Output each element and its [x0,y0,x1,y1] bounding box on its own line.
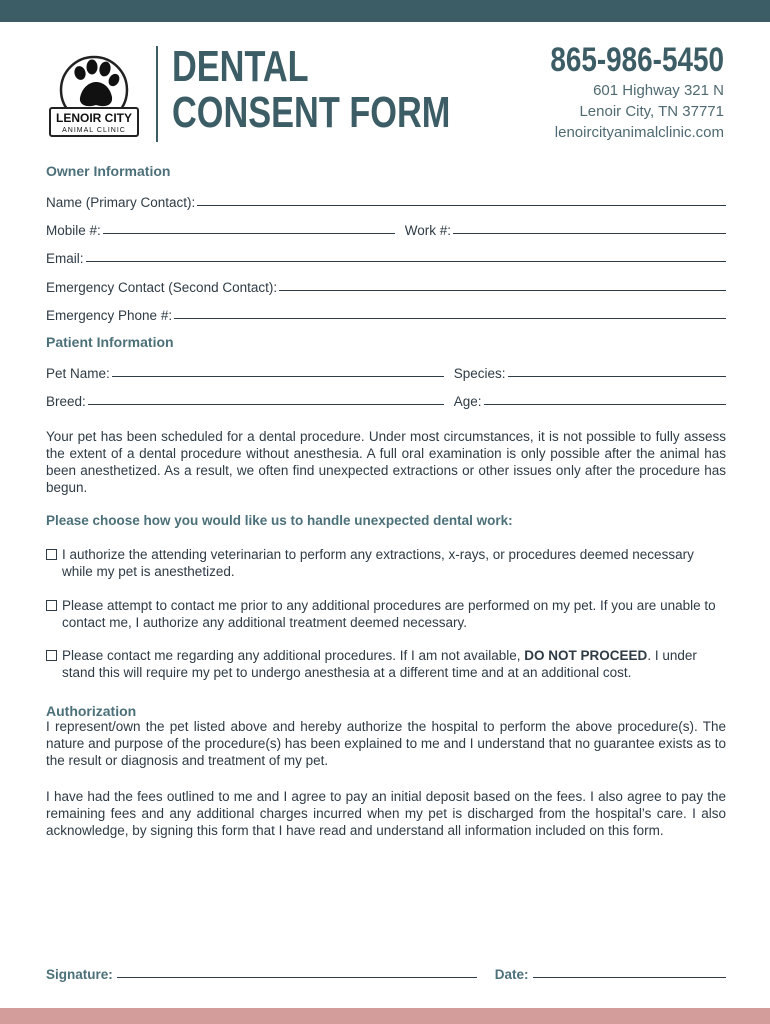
logo-text-animal-clinic: ANIMAL CLINIC [62,127,126,134]
form-title-line2: CONSENT FORM [172,88,451,137]
emergency-contact-field[interactable] [279,279,726,291]
email-field[interactable] [86,250,726,262]
species-field[interactable] [508,365,726,377]
owner-name-label: Name (Primary Contact): [46,195,196,210]
clinic-website: lenoircityanimalclinic.com [554,124,724,141]
emergency-phone-label: Emergency Phone #: [46,308,173,323]
option-do-not-proceed-text-before: Please contact me regarding any additional procedures. If I am not available, [62,648,521,663]
authorization-paragraph-2: I have had the fees outlined to me and I agree to pay an initial deposit based on the fees. I also agree to pay the remaining fees and any additional charges incurred when my pet is discharged from the hospital’s care. I also acknowledge, by signing this form that I have read and understand all information included on this form. [46,789,726,838]
clinic-phone: 865-986-5450 [550,41,724,79]
clinic-address-line2: Lenoir City, TN 37771 [579,103,724,120]
email-label: Email: [46,251,84,266]
species-label: Species: [453,366,506,381]
bottom-accent-bar [0,1008,770,1024]
authorization-paragraph-1: I represent/own the pet listed above and hereby authorize the hospital to perform the above procedure(s). The nature and purpose of the procedure(s) has been explained to me and I understand that no guarantee exists as to the result or diagnosis and treatment of my pet. [46,719,726,768]
form-title-line1: DENTAL [172,42,309,91]
owner-name-field[interactable] [197,194,726,206]
breed-label: Breed: [46,394,86,409]
owner-information-heading: Owner Information [46,163,171,179]
option-do-not-proceed [46,647,726,681]
signature-label: Signature: [46,967,113,982]
pet-name-field[interactable] [112,365,444,377]
clinic-contact [404,40,724,143]
age-label: Age: [453,394,482,409]
form-title [172,42,451,137]
emergency-phone-field[interactable] [174,307,726,319]
date-label: Date: [494,967,529,982]
option-contact-first-checkbox[interactable] [46,600,57,611]
pet-name-label: Pet Name: [46,366,110,381]
breed-field[interactable] [88,393,444,405]
intro-paragraph: Your pet has been scheduled for a dental procedure. Under most circumstances, it is not possible to fully assess the extent of a dental procedure without anesthesia. A full oral examination is only possible after the animal has been anesthetized. As a result, we often find unexpected extractions or other issues only after the procedure has begun. [46,429,726,495]
phone-row [46,218,726,238]
signature-field[interactable] [117,966,477,978]
mobile-label: Mobile #: [46,223,101,238]
option-do-not-proceed-text-after: . I under stand this will require my pet to undergo anesthesia at a different time and at an additional cost. [62,648,697,680]
patient-information-heading: Patient Information [46,334,174,350]
top-accent-bar [0,0,770,22]
breed-row [46,389,726,409]
emergency-contact-label: Emergency Contact (Second Contact): [46,280,278,295]
authorization-heading: Authorization [46,703,137,719]
logo-text-lenoir-city: LENOIR CITY [55,111,133,125]
date-field[interactable] [533,966,726,978]
owner-name-row [46,190,726,210]
header-divider [156,46,158,142]
email-row [46,246,726,266]
work-field[interactable] [453,222,726,234]
emergency-phone-row [46,303,726,323]
clinic-address-line1: 601 Highway 321 N [593,82,724,99]
signature-row [46,962,726,982]
option-do-not-proceed-text [62,647,726,681]
option-authorize-checkbox[interactable] [46,549,57,560]
emergency-contact-row [46,275,726,295]
option-contact-first [46,597,726,631]
option-contact-first-text: Please attempt to contact me prior to any additional procedures are performed on my pet. If you are unable to contact me, I authorize any additional treatment deemed necessary. [62,598,716,630]
choose-heading: Please choose how you would like us to handle unexpected dental work: [46,513,513,528]
option-authorize-text: I authorize the attending veterinarian to perform any extractions, x-rays, or procedures deemed necessary while my pet is anesthetized. [62,547,694,579]
option-authorize-procedures [46,546,726,580]
pet-name-row [46,361,726,381]
age-field[interactable] [484,393,726,405]
mobile-field[interactable] [103,222,395,234]
clinic-logo [46,46,142,142]
do-not-proceed-emphasis: DO NOT PROCEED [524,648,648,663]
option-do-not-proceed-checkbox[interactable] [46,650,57,661]
work-label: Work #: [404,223,452,238]
